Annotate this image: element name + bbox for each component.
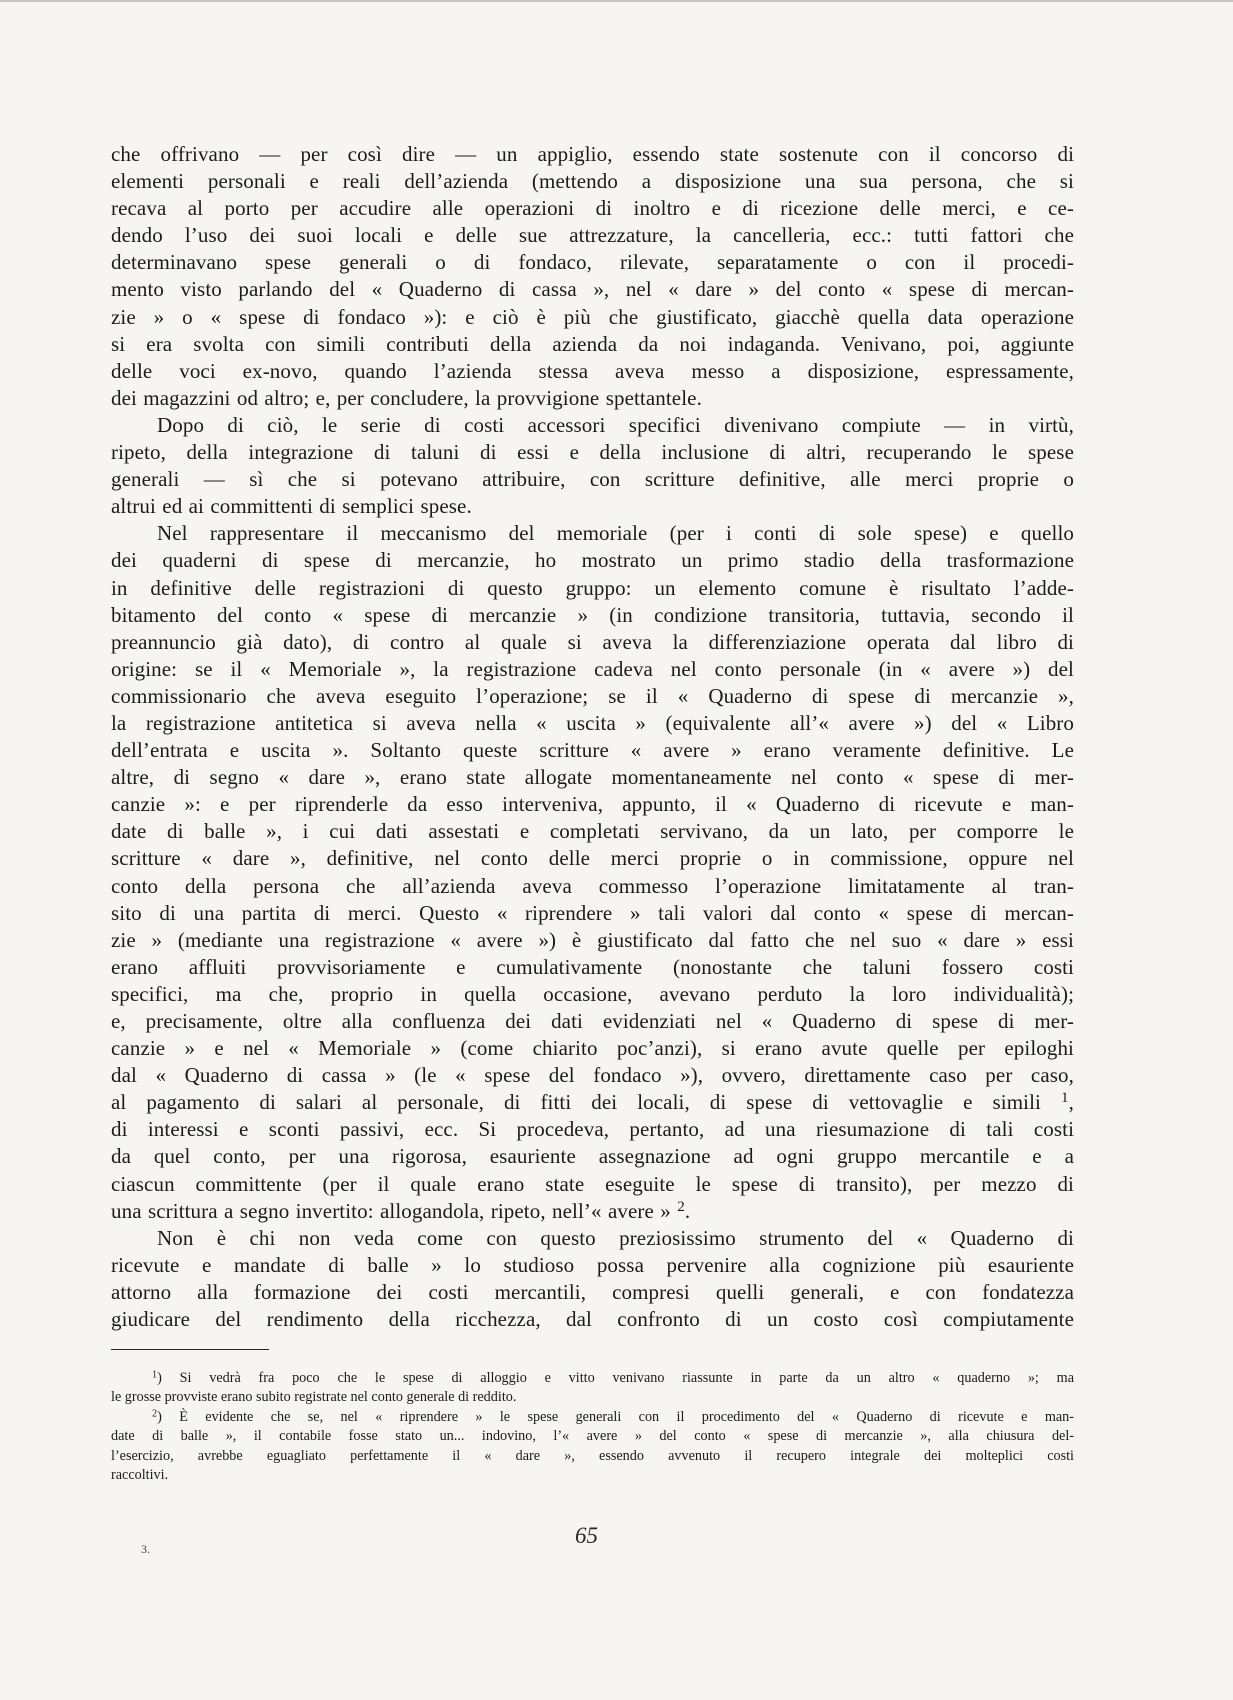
text-line: origine: se il « Memoriale », la registrazione cadeva nel conto personale (in « avere ») del [111, 656, 1074, 681]
text-line: zie » o « spese di fondaco »): e ciò è più che giustificato, giacchè quella data operazione [111, 304, 1074, 329]
text-line: ricevute e mandate di balle » lo studioso possa pervenire alla cognizione più esauriente [111, 1252, 1074, 1277]
text-line: sito di una partita di merci. Questo « riprendere » tali valori dal conto « spese di mercan- [111, 900, 1074, 925]
text-line: commissionario che aveva eseguito l’operazione; se il « Quaderno di spese di mercanzie », [111, 683, 1074, 708]
text-line: bitamento del conto « spese di mercanzie » (in condizione transitoria, tuttavia, secondo il [111, 602, 1074, 627]
page-top-edge [0, 0, 1233, 2]
text-line: generali — sì che si potevano attribuire, con scritture definitive, alle merci proprie o [111, 467, 1074, 492]
footnote-line: l’esercizio, avrebbe eguagliato perfettamente il « dare », essendo avvenuto il recupero integrale dei molteplici costi [111, 1447, 1074, 1464]
text-fragment: . [684, 1198, 691, 1223]
footnote-ref-1[interactable]: 1 [1060, 1090, 1069, 1107]
text-line: date di balle », i cui dati assestati e completati servivano, da un lato, per comporre le [111, 819, 1074, 844]
text-line: la registrazione antitetica si aveva nella « uscita » (equivalente all’« avere ») del « Libro [111, 710, 1074, 735]
text-line: di interessi e sconti passivi, ecc. Si procedeva, pertanto, ad una riesumazione di tali costi [111, 1117, 1074, 1142]
text-fragment: una scrittura a segno invertito: allogandola, ripeto, nell’« avere » [111, 1198, 671, 1223]
text-line: zie » (mediante una registrazione « avere ») è giustificato dal fatto che nel suo « dare » essi [111, 927, 1074, 952]
text-line: erano affluiti provvisoriamente e cumulativamente (nonostante che taluni fossero costi [111, 954, 1074, 979]
text-line: elementi personali e reali dell’azienda (mettendo a disposizione una sua persona, che si [111, 169, 1074, 194]
footnote-line [111, 1408, 1074, 1427]
text-line: conto della persona che all’azienda aveva commesso l’operazione limitatamente al tran- [111, 873, 1074, 898]
body-text [111, 141, 1074, 1333]
footnote-2 [111, 1408, 1074, 1486]
footnote-line: le grosse provviste erano subito registrate nel conto generale di reddito. [111, 1389, 517, 1406]
text-line: dendo l’uso dei suoi locali e delle sue attrezzature, la cancelleria, ecc.: tutti fattori che [111, 223, 1074, 248]
text-line-with-footnote-ref [111, 1198, 1074, 1225]
footnote-separator [111, 1349, 269, 1350]
page-number: 65 [575, 1523, 598, 1548]
paragraph-2 [111, 412, 1074, 520]
footnote-marker: 2 [152, 1408, 158, 1420]
text-line: canzie » e nel « Memoriale » (come chiarito poc’anzi), si erano avute quelle per epiloghi [111, 1036, 1074, 1061]
text-line: che offrivano — per così dire — un appiglio, essendo state sostenute con il concorso di [111, 142, 1074, 166]
text-line: determinavano spese generali o di fondaco, rilevate, separatamente o con il procedi- [111, 250, 1074, 275]
text-line: in definitive delle registrazioni di questo gruppo: un elemento comune è risultato l’adde- [111, 575, 1074, 600]
text-line: dei quaderni di spese di mercanzie, ho mostrato un primo stadio della trasformazione [111, 548, 1074, 573]
text-line: Nel rappresentare il meccanismo del memoriale (per i conti di sole spese) e quello [157, 521, 1074, 546]
text-line: si era svolta con simili contributi della azienda da noi indaganda. Venivano, poi, aggiunte [111, 331, 1074, 356]
text-line: Dopo di ciò, le serie di costi accessori specifici divenivano compiute — in virtù, [157, 412, 1074, 437]
footnotes [111, 1369, 1074, 1485]
text-line: altre, di segno « dare », erano state allogate momentaneamente nel conto « spese di mer- [111, 765, 1074, 790]
text-line: dal « Quaderno di cassa » (le « spese del fondaco »), ovvero, direttamente caso per caso, [111, 1063, 1074, 1088]
text-line: dell’entrata e uscita ». Soltanto queste scritture « avere » erano veramente definitive. Le [111, 738, 1074, 763]
footnote-marker: 1 [152, 1369, 158, 1381]
text-line: canzie »: e per riprenderle da esso interveniva, appunto, il « Quaderno di ricevute e man- [111, 792, 1074, 817]
text-fragment: ) È evidente che se, nel « riprendere » le spese generali con il procedimento del « Quaderno di ricevute e man- [157, 1408, 1074, 1425]
text-fragment: al pagamento di salari al personale, di fitti dei locali, di spese di vettovaglie e simili [111, 1090, 1041, 1115]
text-line: recava al porto per accudire alle operazioni di inoltro e di ricezione delle merci, e ce- [111, 196, 1074, 221]
text-fragment: ) Si vedrà fra poco che le spese di alloggio e vitto venivano riassunte in parte da un altro « quaderno »; ma [157, 1370, 1074, 1386]
text-line: dei magazzini od altro; e, per concludere, la provvigione spettantele. [111, 385, 702, 410]
footnote-line: raccoltivi. [111, 1467, 169, 1484]
footnote-1 [111, 1369, 1074, 1408]
text-line: delle voci ex-novo, quando l’azienda stessa aveva messo a disposizione, espressamente, [111, 358, 1074, 383]
signature-mark: 3. [141, 1542, 150, 1556]
text-line: altrui ed ai committenti di semplici spese. [111, 494, 472, 519]
text-line: mento visto parlando del « Quaderno di cassa », nel « dare » del conto « spese di mercan- [111, 277, 1074, 302]
footnote-line: date di balle », il contabile fosse stato un... indovino, l’« avere » del conto « spese di mercanzie », alla chiusura del- [111, 1428, 1074, 1445]
text-line: attorno alla formazione dei costi mercantili, compresi quelli generali, e con fondatezza [111, 1279, 1074, 1304]
footnote-line [111, 1369, 1074, 1388]
text-fragment: , [1068, 1090, 1074, 1115]
text-line: Non è chi non veda come con questo preziosissimo strumento del « Quaderno di [157, 1225, 1074, 1250]
text-line: ripeto, della integrazione di taluni di essi e della inclusione di altri, recuperando le spese [111, 440, 1074, 465]
text-line: ciascun committente (per il quale erano state eseguite le spese di transito), per mezzo di [111, 1171, 1074, 1196]
text-line: scritture « dare », definitive, nel conto delle merci proprie o in commissione, oppure nel [111, 846, 1074, 871]
text-line-with-footnote-ref [111, 1089, 1074, 1116]
paragraph-3 [111, 520, 1074, 1224]
footnote-ref-2[interactable]: 2 [677, 1198, 685, 1215]
text-line: preannuncio già dato), di contro al quale si aveva la differenziazione operata dal libro di [111, 629, 1074, 654]
paragraph-4 [111, 1225, 1074, 1333]
text-line: giudicare del rendimento della ricchezza, dal confronto di un costo così compiutamente [111, 1307, 1074, 1332]
text-line: da quel conto, per una rigorosa, esauriente assegnazione ad ogni gruppo mercantile e a [111, 1144, 1074, 1169]
text-line: specifici, ma che, proprio in quella occasione, avevano perduto la loro individualità); [111, 981, 1074, 1006]
paragraph-1 [111, 141, 1074, 412]
text-line: e, precisamente, oltre alla confluenza dei dati evidenziati nel « Quaderno di spese di mer- [111, 1009, 1074, 1033]
